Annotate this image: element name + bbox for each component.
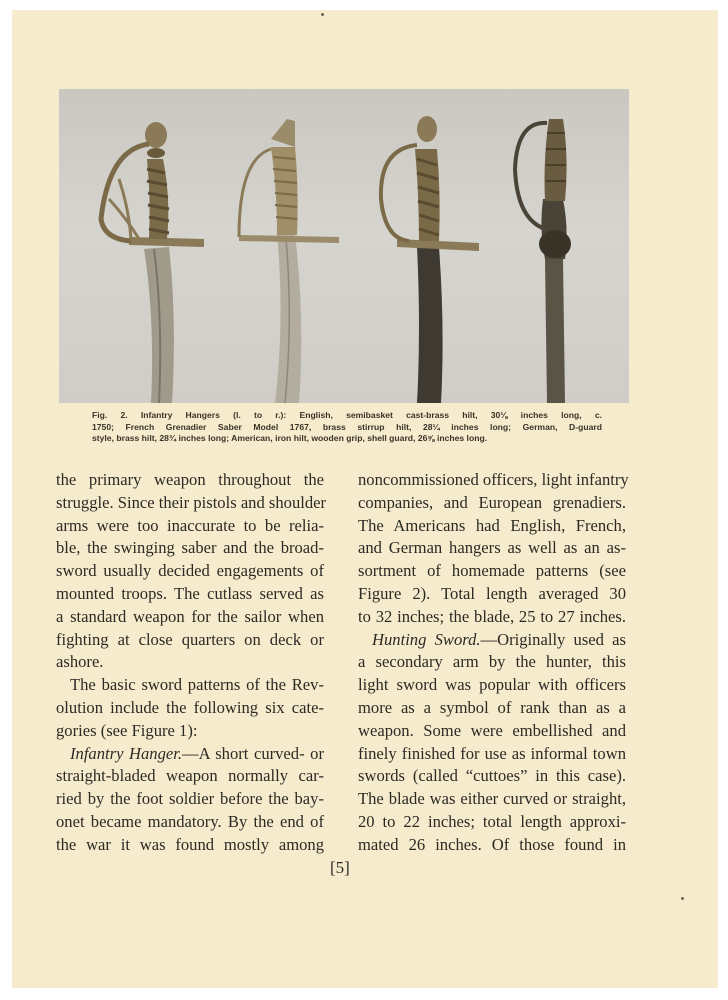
text-line: arms were too inaccurate to be relia- [56, 515, 324, 535]
infantry-hanger-text: —A short curved- or [182, 743, 324, 763]
infantry-hanger-line [56, 743, 324, 766]
text-line: struggle. Since their pistols and shoulder [56, 492, 327, 512]
text-line: gories (see Figure 1): [56, 720, 198, 740]
text-line: The blade was either curved or straight, [358, 789, 626, 809]
caption-line: Fig. 2. Infantry Hangers (l. to r.): English, semibasket cast-brass hilt, 30⅛ inches long, c. [92, 410, 602, 420]
text-line: The Americans had English, French, [358, 515, 626, 535]
print-speck [681, 897, 684, 900]
print-speck [321, 13, 324, 16]
text-line: ashore. [56, 652, 104, 672]
text-line: straight-bladed weapon normally car- [56, 766, 324, 786]
hunting-sword-heading: Hunting Sword. [372, 629, 481, 649]
sword-english [101, 122, 204, 403]
text-line: sword usually decided engagements of [56, 561, 324, 581]
text-line: noncommissioned officers, light infantry [358, 470, 629, 489]
text-line: a secondary arm by the hunter, this [358, 652, 626, 672]
left-column [56, 469, 327, 857]
text-line: finely finished for use as informal town [358, 743, 626, 763]
infantry-hanger-heading: Infantry Hanger. [70, 743, 183, 763]
text-line: the primary weapon throughout the [56, 470, 324, 489]
text-line: more as a symbol of rank than as a [358, 697, 626, 717]
text-line: ble, the swinging saber and the broad- [56, 538, 324, 558]
hunting-sword-line [358, 629, 626, 652]
text-line: sortment of homemade patterns (see [358, 561, 626, 581]
text-line: ried by the foot soldier before the bay- [56, 789, 324, 809]
text-line: The basic sword patterns of the Rev- [70, 675, 324, 695]
text-line: mated 26 inches. Of those found in [358, 834, 626, 854]
sword-american [515, 119, 571, 403]
figure-caption [92, 410, 602, 445]
text-line: swords (called “cuttoes” in this case). [358, 766, 626, 786]
caption-line: 1750; French Grenadier Saber Model 1767, brass stirrup hilt, 28¼ inches long; German, D-guard [92, 421, 602, 432]
sword-french [239, 119, 339, 403]
text-line: the war it was found mostly among [56, 834, 324, 854]
text-line: a standard weapon for the sailor when [56, 606, 324, 626]
infantry-hangers-image [59, 89, 629, 403]
text-line: fighting at close quarters on deck or [56, 629, 324, 649]
right-column [358, 469, 629, 857]
hunting-sword-text: —Originally used as [480, 629, 626, 649]
text-line: olution include the following six cate- [56, 697, 324, 717]
text-line: onet became mandatory. By the end of [56, 811, 324, 831]
sword-german [381, 116, 479, 403]
caption-line: style, brass hilt, 28¾ inches long; American, iron hilt, wooden grip, shell guard, 26⅝ inches long. [92, 433, 488, 444]
text-line: companies, and European grenadiers. [358, 492, 626, 512]
text-line: mounted troops. The cutlass served as [56, 583, 324, 603]
text-line: light sword was popular with officers [358, 675, 626, 695]
text-line: 20 to 22 inches; total length approxi- [358, 811, 626, 831]
text-line: Figure 2). Total length averaged 30 [358, 583, 626, 603]
page-number: [5] [330, 858, 350, 877]
sword-photograph [59, 89, 629, 403]
text-line: and German hangers as well as an as- [358, 538, 626, 558]
text-line: weapon. Some were embellished and [358, 720, 626, 740]
text-line: to 32 inches; the blade, 25 to 27 inches. [358, 606, 626, 626]
